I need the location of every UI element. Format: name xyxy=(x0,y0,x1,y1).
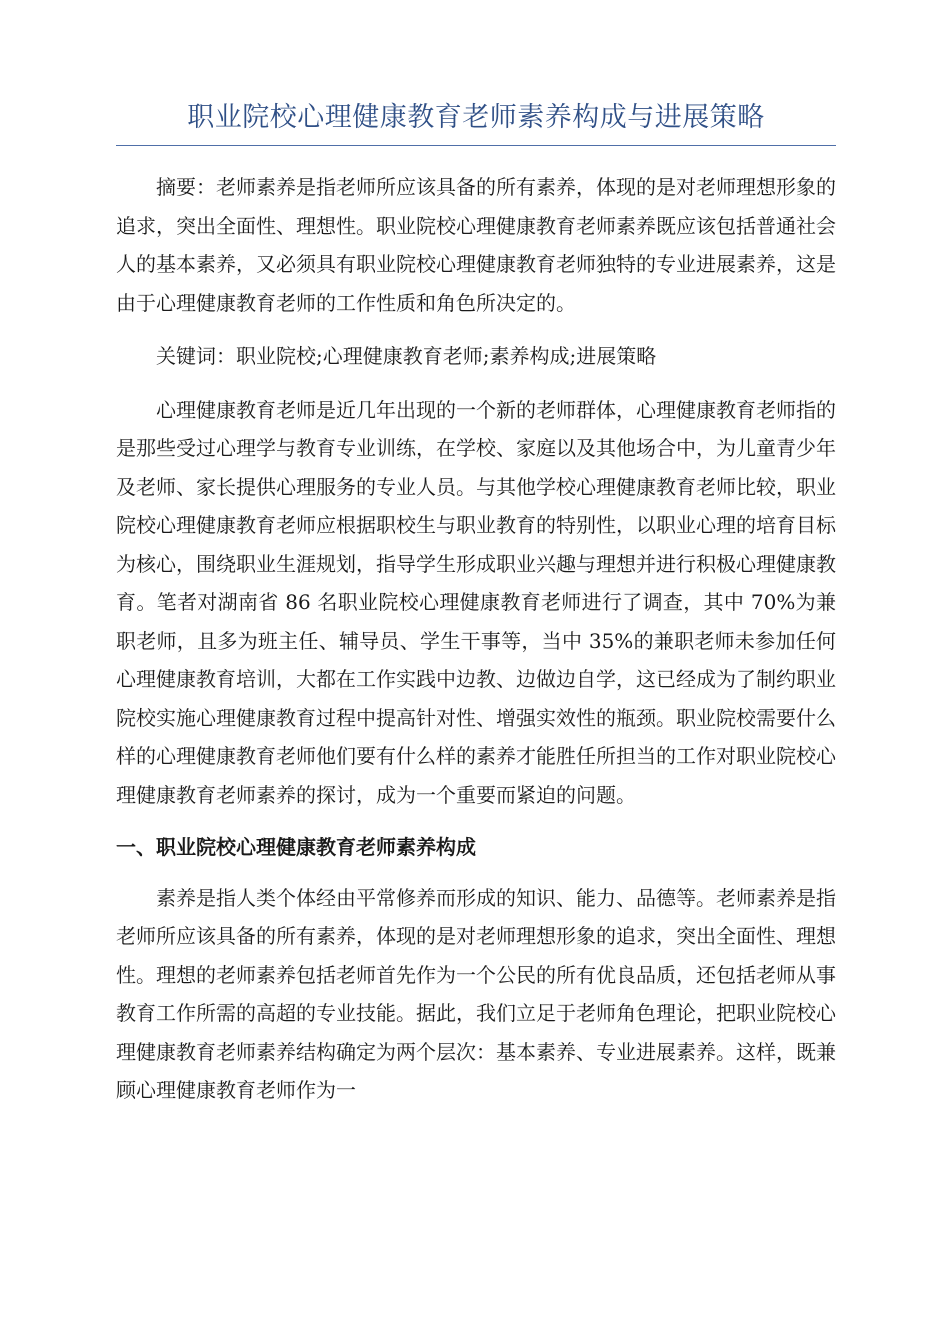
keywords-paragraph: 关键词：职业院校;心理健康教育老师;素养构成;进展策略 xyxy=(156,344,657,369)
document-page xyxy=(116,100,836,1110)
abstract-paragraph: 摘要：老师素养是指老师所应该具备的所有素养，体现的是对老师理想形象的追求，突出全面性、理想性。职业院校心理健康教育老师素养既应该包括普通社会人的基本素养，又必须具有职业院校心理健康教育老师独特的专业进展素养，这是由于心理健康教育老师的工作性质和角色所决定的。 xyxy=(116,175,836,315)
section-heading: 一、职业院校心理健康教育老师素养构成 xyxy=(116,835,476,860)
section-paragraph: 素养是指人类个体经由平常修养而形成的知识、能力、品德等。老师素养是指老师所应该具备的所有素养，体现的是对老师理想形象的追求，突出全面性、理想性。理想的老师素养包括老师首先作为一个公民的所有优良品质，还包括老师从事教育工作所需的高超的专业技能。据此，我们立足于老师角色理论，把职业院校心理健康教育老师素养结构确定为两个层次：基本素养、专业进展素养。这样，既兼顾心理健康教育老师作为一 xyxy=(116,885,836,1103)
document-title: 职业院校心理健康教育老师素养构成与进展策略 xyxy=(116,100,836,146)
intro-paragraph: 心理健康教育老师是近几年出现的一个新的老师群体，心理健康教育老师指的是那些受过心理学与教育专业训练，在学校、家庭以及其他场合中，为儿童青少年及老师、家长提供心理服务的专业人员。与其他学校心理健康教育老师比较，职业院校心理健康教育老师应根据职校生与职业教育的特别性，以职业心理的培育目标为核心，围绕职业生涯规划，指导学生形成职业兴趣与理想并进行积极心理健康教育。笔者对湖南省 86 名职业院校心理健康教育老师进行了调查，其中 70%为兼职老师，且多为班主任、辅导员、学生干事等，当中 35%的兼职老师未参加任何心理健康教育培训，大都在工作实践中边教、边做边自学，这已经成为了制约职业院校实施心理健康教育过程中提高针对性、增强实效性的瓶颈。职业院校需要什么样的心理健康教育老师他们要有什么样的素养才能胜任所担当的工作对职业院校心理健康教育老师素养的探讨，成为一个重要而紧迫的问题。 xyxy=(116,397,836,807)
